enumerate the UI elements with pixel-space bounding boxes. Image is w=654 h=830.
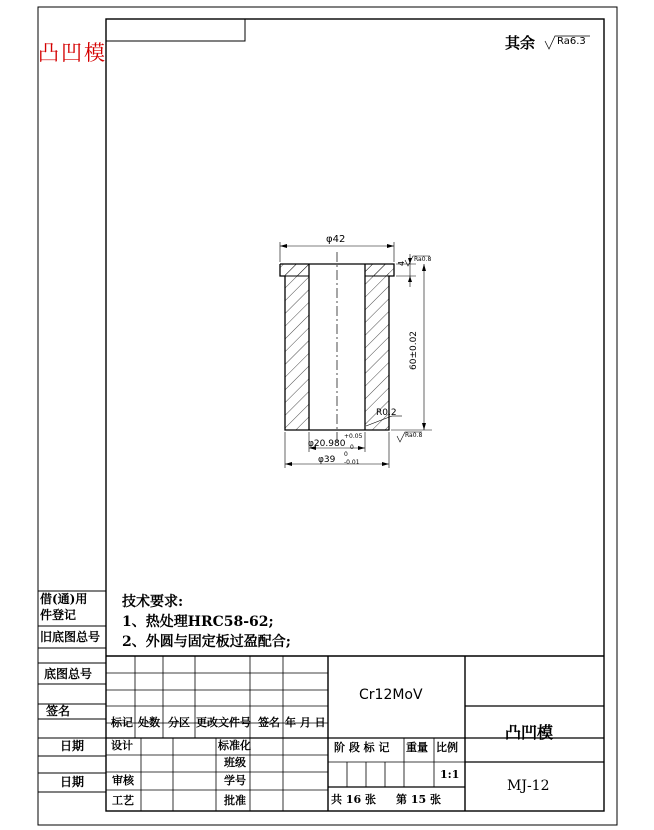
- tech-item-1: 1、热处理HRC58-62;: [122, 614, 274, 630]
- label-weight: 重量: [406, 741, 428, 754]
- roughness-value: Ra6.3: [557, 36, 586, 47]
- dim-outer-tol-upper: 0: [344, 451, 348, 458]
- rev-header-sign: 签名: [258, 716, 280, 729]
- rev-header-zone: 分区: [168, 716, 190, 729]
- tech-item-2: 2、外圆与固定板过盈配合;: [122, 634, 291, 650]
- total-sheets: 共 16 张: [331, 793, 376, 806]
- inner-frame: [106, 19, 604, 811]
- label-standardization: 标准化: [218, 739, 251, 752]
- label-scale: 比例: [436, 741, 458, 754]
- sheet-number: 第 15 张: [396, 793, 441, 806]
- header-title: 凸凹模: [38, 41, 107, 65]
- dim-inner-tol-upper: +0.05: [344, 433, 363, 440]
- dim-outer-dia: φ39: [318, 455, 336, 465]
- label-student-no: 学号: [224, 774, 246, 787]
- side-borrow-reg-1: 借(通)用: [40, 592, 88, 606]
- rev-header-count: 处数: [138, 716, 160, 729]
- rev-header-mark: 标记: [111, 716, 133, 729]
- dim-top-roughness: Ra0.8: [414, 256, 432, 263]
- dim-collar-height: 4: [397, 260, 406, 266]
- side-borrow-reg-2: 件登记: [40, 608, 77, 622]
- dim-inner-dia: φ20.980: [308, 439, 346, 449]
- rev-header-file: 更改文件号: [196, 716, 251, 729]
- dim-outer-top: φ42: [326, 234, 346, 245]
- dim-outer-tol-lower: -0.01: [344, 459, 360, 466]
- side-date-1: 日期: [60, 739, 85, 753]
- side-date-2: 日期: [60, 775, 85, 789]
- dim-inner-tol-lower: 0: [350, 444, 354, 451]
- side-signature: 签名: [46, 704, 71, 718]
- roughness-prefix: 其余: [505, 34, 536, 52]
- drawing-number: MJ-12: [507, 778, 550, 794]
- dim-overall-height: 60±0.02: [409, 330, 419, 370]
- label-stage-mark: 阶 段 标 记: [334, 741, 390, 754]
- label-approve: 批准: [224, 794, 246, 807]
- material: Cr12MoV: [359, 687, 423, 703]
- tech-heading: 技术要求:: [122, 594, 184, 610]
- side-base-drawing-no: 底图总号: [44, 667, 93, 681]
- dim-bore-roughness: Ra0.8: [405, 432, 423, 439]
- part-name: 凸凹模: [505, 723, 554, 742]
- label-review: 审核: [112, 774, 134, 787]
- dim-corner-radius: R0.2: [376, 408, 397, 418]
- scale-value: 1:1: [440, 768, 460, 781]
- label-class: 班级: [224, 756, 246, 769]
- rev-header-date: 年 月 日: [285, 716, 326, 729]
- side-old-drawing-no: 旧底图总号: [40, 630, 101, 644]
- label-design: 设计: [111, 739, 133, 752]
- label-process: 工艺: [112, 794, 134, 807]
